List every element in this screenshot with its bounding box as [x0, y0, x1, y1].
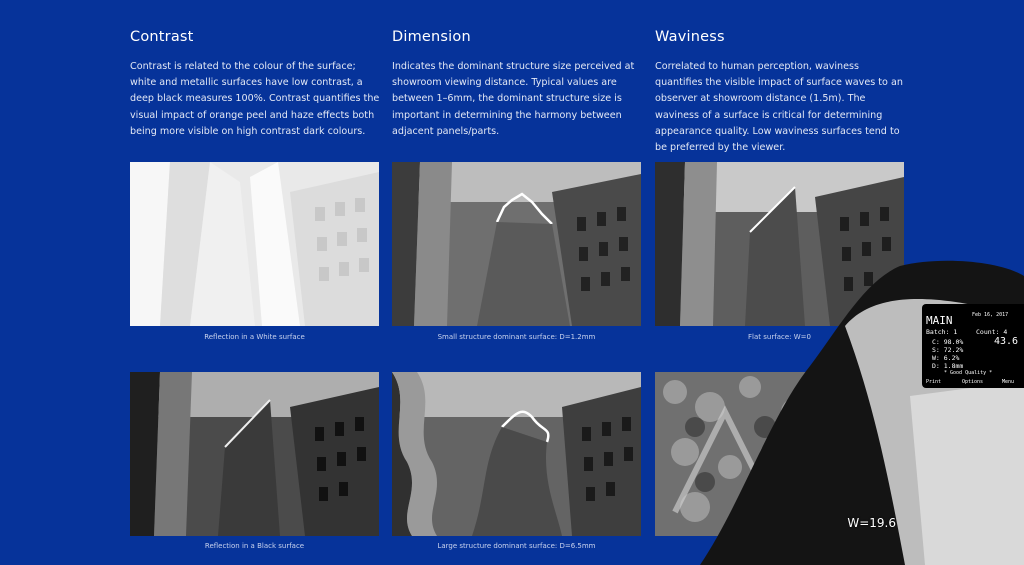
screen-line-1: C: 98.0% [932, 338, 964, 346]
contrast-title: Contrast [130, 29, 194, 45]
large-structure-surface-image [392, 372, 641, 536]
screen-quality: * Good Quality * [944, 370, 993, 376]
caption-large-structure: Large structure dominant surface: D=6.5mm [437, 542, 596, 550]
dimension-description: Indicates the dominant structure size perceived at showroom viewing distance. Typical values are between 1–6mm, the dominant structure size is important in determining the harmony between adjacent panels/parts. [392, 61, 635, 137]
dimension-title: Dimension [392, 29, 471, 45]
softkey-print: Print [926, 379, 942, 385]
contrast-description: Contrast is related to the colour of the surface; white and metallic surfaces have low contrast, a deep black measures 100%. Contrast quantifies the visual impact of orange peel and haze effects both being more visible on high contrast dark colours. [130, 61, 380, 137]
screen-big-value: 43.6 [994, 336, 1019, 347]
small-structure-surface-image [392, 162, 641, 326]
screen-batch: Batch: 1 [926, 328, 958, 336]
caption-flat-surface: Flat surface: W=0 [748, 333, 811, 341]
screen-line-2: S: 72.2% [932, 346, 964, 354]
caption-small-structure: Small structure dominant surface: D=1.2mm [437, 333, 596, 341]
softkey-options: Options [962, 379, 984, 385]
screen-line-4: D: 1.8mm [932, 362, 964, 370]
white-surface-reflection-image [130, 162, 379, 326]
caption-white-surface: Reflection in a White surface [204, 333, 305, 341]
screen-line-3: W: 6.2% [932, 354, 960, 362]
screen-mode: MAIN [926, 314, 953, 327]
waviness-title: Waviness [655, 29, 725, 45]
screen-date: Feb 16, 2017 [972, 312, 1009, 318]
waviness-description: Correlated to human perception, waviness quantifies the visible impact of surface waves to an observer at showroom distance (1.5m). The waviness of a surface is critical for determining appearance quality. Low waviness surfaces tend to be preferred by the viewer. [655, 61, 903, 154]
softkey-menu: Menu [1002, 379, 1015, 385]
appearance-meter-device-image [700, 256, 1024, 565]
waviness-value-label: W=19.6 [847, 516, 896, 530]
black-surface-reflection-image [130, 372, 379, 536]
caption-black-surface: Reflection in a Black surface [204, 542, 305, 550]
screen-count: Count: 4 [976, 328, 1008, 336]
